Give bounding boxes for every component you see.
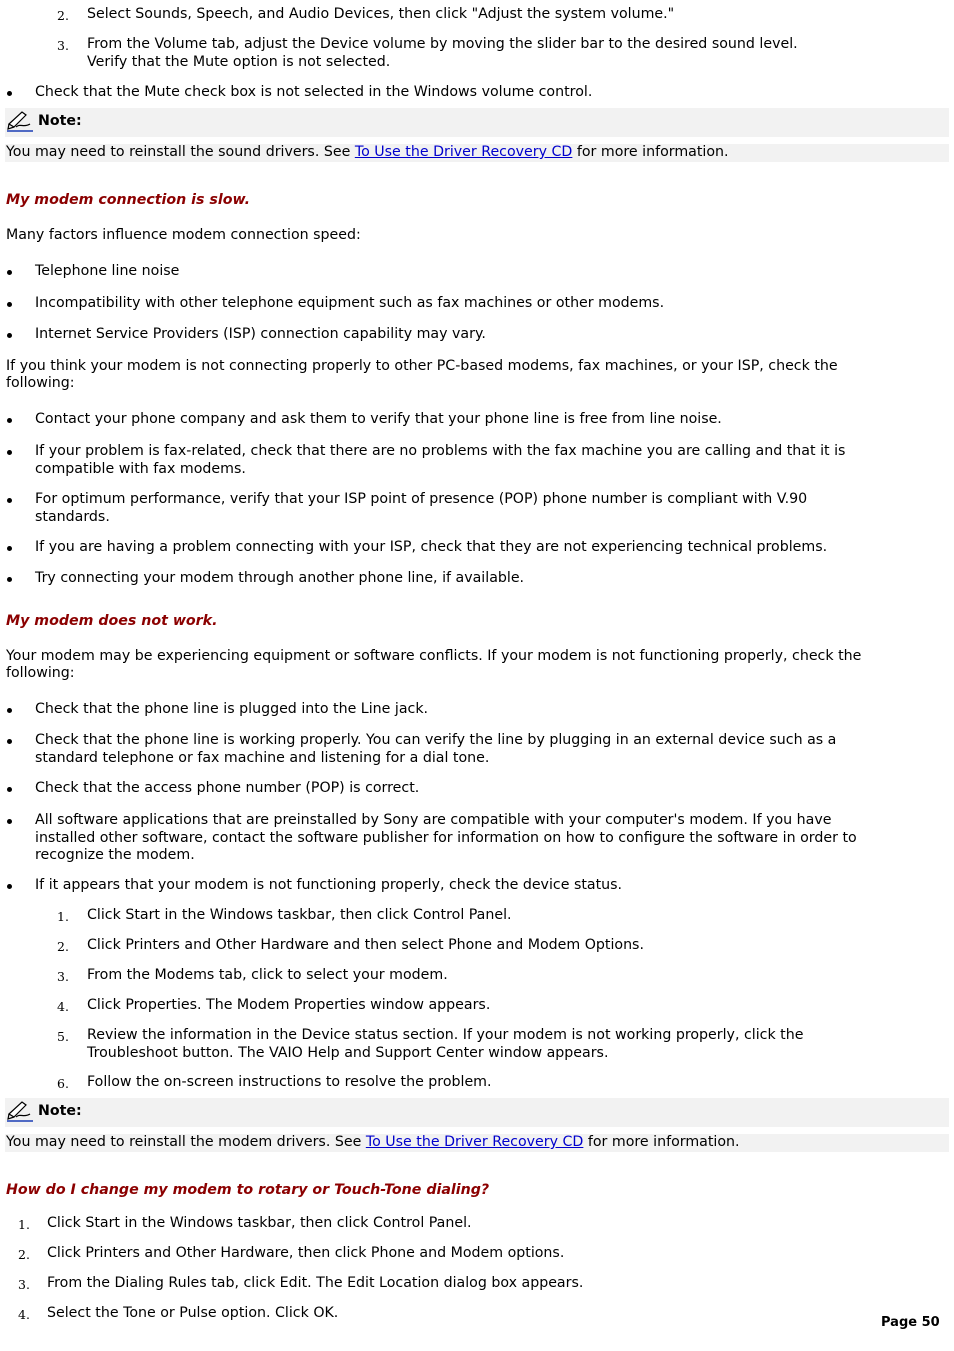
step-number: 3. — [57, 38, 69, 53]
step-text: Click Start in the Windows taskbar, then click Control Panel. — [47, 1215, 472, 1231]
section-heading: My modem does not work. — [6, 613, 218, 629]
paragraph: Your modem may be experiencing equipment or software conflicts. If your modem is not functioning properly, check the — [6, 648, 862, 664]
step-text: From the Volume tab, adjust the Device volume by moving the slider bar to the desired sound level. — [87, 36, 798, 52]
step-text: Review the information in the Device status section. If your modem is not working properly, click the — [87, 1027, 804, 1043]
bullet-dot — [7, 884, 12, 889]
step-number: 6. — [57, 1076, 69, 1091]
bullet-text: If your problem is fax-related, check that there are no problems with the fax machine you are calling and that it is — [35, 443, 846, 459]
step-text: Click Properties. The Modem Properties window appears. — [87, 997, 491, 1013]
step-text: Verify that the Mute option is not selected. — [87, 54, 391, 70]
bullet-text: All software applications that are preinstalled by Sony are compatible with your computer's modem. If you have — [35, 812, 832, 828]
intro-text: Many factors influence modem connection speed: — [6, 227, 361, 243]
bullet-dot — [7, 739, 12, 744]
note-label: Note: — [38, 1103, 82, 1119]
note-pen-icon — [6, 1098, 34, 1122]
step-text: Click Start in the Windows taskbar, then click Control Panel. — [87, 907, 512, 923]
step-number: 4. — [57, 999, 69, 1014]
bullet-text: For optimum performance, verify that your ISP point of presence (POP) phone number is compliant with V.90 — [35, 491, 808, 507]
bullet-text: Check that the phone line is working properly. You can verify the line by plugging in an external device such as a — [35, 732, 837, 748]
bullet-dot — [7, 498, 12, 503]
step-number: 2. — [57, 939, 69, 954]
step-text: Select Sounds, Speech, and Audio Devices, then click "Adjust the system volume." — [87, 6, 675, 22]
note-label: Note: — [38, 113, 82, 129]
step-text: From the Modems tab, click to select your modem. — [87, 967, 448, 983]
paragraph: following: — [6, 665, 75, 681]
bullet-text: standards. — [35, 509, 110, 525]
bullet-text: If it appears that your modem is not functioning properly, check the device status. — [35, 877, 623, 893]
bullet-text: Check that the access phone number (POP) is correct. — [35, 780, 420, 796]
page-number: Page 50 — [881, 1315, 940, 1330]
step-number: 5. — [57, 1029, 69, 1044]
bullet-dot — [7, 819, 12, 824]
note-box — [5, 108, 949, 137]
step-number: 3. — [57, 969, 69, 984]
bullet-text: Contact your phone company and ask them to verify that your phone line is free from line noise. — [35, 411, 722, 427]
note-text: You may need to reinstall the sound drivers. See To Use the Driver Recovery CD for more information. — [6, 144, 729, 160]
bullet-dot — [7, 333, 12, 338]
step-number: 2. — [18, 1247, 30, 1262]
bullet-text: Telephone line noise — [35, 263, 180, 279]
bullet-dot — [7, 450, 12, 455]
note-text: You may need to reinstall the modem drivers. See To Use the Driver Recovery CD for more information. — [6, 1134, 740, 1150]
step-number: 1. — [18, 1217, 30, 1232]
step-number: 1. — [57, 909, 69, 924]
bullet-text: Internet Service Providers (ISP) connection capability may vary. — [35, 326, 486, 342]
bullet-dot — [7, 577, 12, 582]
step-text: Click Printers and Other Hardware and then select Phone and Modem Options. — [87, 937, 644, 953]
step-number: 4. — [18, 1307, 30, 1322]
section-heading: How do I change my modem to rotary or Touch-Tone dialing? — [6, 1182, 490, 1198]
bullet-text: If you are having a problem connecting with your ISP, check that they are not experiencing technical problems. — [35, 539, 828, 555]
step-text: Select the Tone or Pulse option. Click OK. — [47, 1305, 339, 1321]
bullet-dot — [7, 418, 12, 423]
step-number: 3. — [18, 1277, 30, 1292]
paragraph: If you think your modem is not connecting properly to other PC-based modems, fax machines, or your ISP, check the — [6, 358, 838, 374]
bullet-text: installed other software, contact the software publisher for information on how to configure the software in order to — [35, 830, 857, 846]
bullet-dot — [7, 270, 12, 275]
note-pen-icon — [6, 108, 34, 132]
bullet-text: recognize the modem. — [35, 847, 195, 863]
bullet-text: standard telephone or fax machine and listening for a dial tone. — [35, 750, 490, 766]
step-number: 2. — [57, 8, 69, 23]
bullet-text: Try connecting your modem through another phone line, if available. — [35, 570, 525, 586]
paragraph: following: — [6, 375, 75, 391]
driver-recovery-link[interactable]: To Use the Driver Recovery CD — [354, 144, 573, 160]
section-heading: My modem connection is slow. — [6, 192, 251, 208]
bullet-dot — [7, 787, 12, 792]
bullet-text: Check that the phone line is plugged into the Line jack. — [35, 701, 429, 717]
bullet-dot — [7, 91, 12, 96]
note-box — [5, 1098, 949, 1127]
step-text: Click Printers and Other Hardware, then click Phone and Modem options. — [47, 1245, 565, 1261]
bullet-text: Check that the Mute check box is not selected in the Windows volume control. — [35, 84, 593, 100]
bullet-text: compatible with fax modems. — [35, 461, 246, 477]
step-text: Follow the on-screen instructions to resolve the problem. — [87, 1074, 492, 1090]
bullet-dot — [7, 708, 12, 713]
bullet-dot — [7, 546, 12, 551]
step-text: From the Dialing Rules tab, click Edit. The Edit Location dialog box appears. — [47, 1275, 584, 1291]
driver-recovery-link[interactable]: To Use the Driver Recovery CD — [365, 1134, 584, 1150]
bullet-dot — [7, 302, 12, 307]
bullet-text: Incompatibility with other telephone equipment such as fax machines or other modems. — [35, 295, 665, 311]
step-text: Troubleshoot button. The VAIO Help and Support Center window appears. — [87, 1045, 609, 1061]
